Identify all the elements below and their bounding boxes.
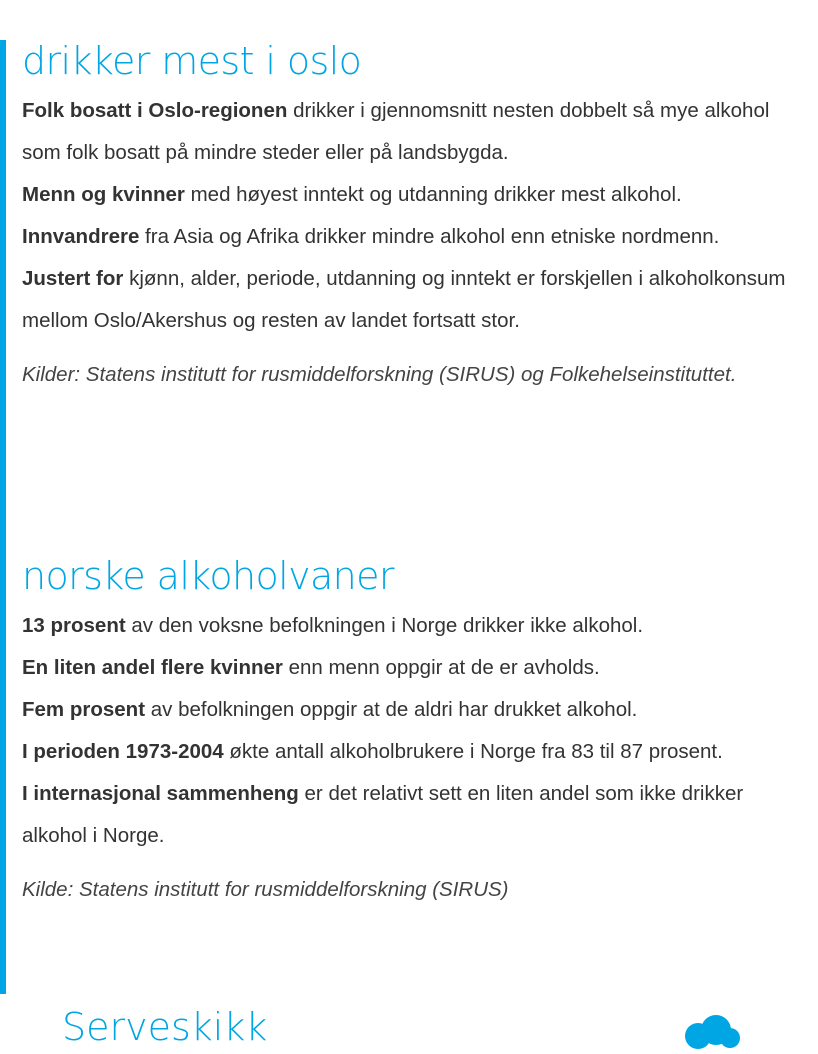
section-heading: drikker mest i oslo — [22, 39, 362, 83]
source-note: Kilde: Statens institutt for rusmiddelforskning (SIRUS) — [22, 878, 509, 901]
fact-item — [22, 605, 802, 647]
fact-item — [22, 216, 802, 258]
fact-highlight: En liten andel flere kvinner — [22, 656, 283, 679]
fact-item — [22, 773, 802, 857]
fact-item — [22, 731, 802, 773]
fact-text: enn menn oppgir at de er avholds. — [282, 656, 600, 679]
fact-text: med høyest inntekt og utdanning drikker mest alkohol. — [184, 183, 682, 206]
fact-highlight: I internasjonal sammenheng — [22, 782, 299, 805]
source-note: Kilder: Statens institutt for rusmiddelforskning (SIRUS) og Folkehelseinstituttet. — [22, 363, 737, 386]
fact-highlight: Folk bosatt i Oslo-regionen — [22, 99, 288, 122]
next-section-peek — [0, 1004, 818, 1049]
fact-highlight: Justert for — [22, 267, 124, 290]
fact-text: økte antall alkoholbrukere i Norge fra 83 til 87 prosent. — [223, 740, 723, 763]
fact-item — [22, 689, 802, 731]
fact-text: fra Asia og Afrika drikker mindre alkohol enn etniske nordmenn. — [139, 225, 720, 248]
fact-text: av den voksne befolkningen i Norge drikker ikke alkohol. — [125, 614, 644, 637]
fact-text: av befolkningen oppgir at de aldri har drukket alkohol. — [145, 698, 638, 721]
section-heading: norske alkoholvaner — [22, 554, 394, 598]
fact-text: er det relativt sett en liten andel som ikke drikker alkohol i Norge. — [22, 782, 744, 847]
fact-item — [22, 258, 802, 342]
fact-text: kjønn, alder, periode, utdanning og inntekt er forskjellen i alkoholkonsum mellom Oslo/Akershus og resten av landet fortsatt stor. — [22, 267, 786, 332]
fact-highlight: Fem prosent — [22, 698, 146, 721]
fact-highlight: I perioden 1973-2004 — [22, 740, 224, 763]
fact-list — [22, 605, 802, 857]
section-norwegian-habits — [22, 555, 802, 911]
fact-highlight: Menn og kvinner — [22, 183, 185, 206]
fact-item — [22, 647, 802, 689]
fact-item — [22, 174, 802, 216]
fact-highlight: Innvandrere — [22, 225, 140, 248]
section-oslo — [22, 40, 802, 396]
next-section-heading: Serveskikk — [62, 1005, 268, 1049]
fact-item — [22, 90, 802, 174]
fact-text: drikker i gjennomsnitt nesten dobbelt så mye alkohol som folk bosatt på mindre steder eller på landsbygda. — [22, 99, 770, 164]
fact-highlight: 13 prosent — [22, 614, 126, 637]
fact-list — [22, 90, 802, 342]
cloud-icon — [680, 1014, 740, 1054]
accent-bar — [0, 40, 6, 994]
fact-box — [0, 40, 818, 994]
